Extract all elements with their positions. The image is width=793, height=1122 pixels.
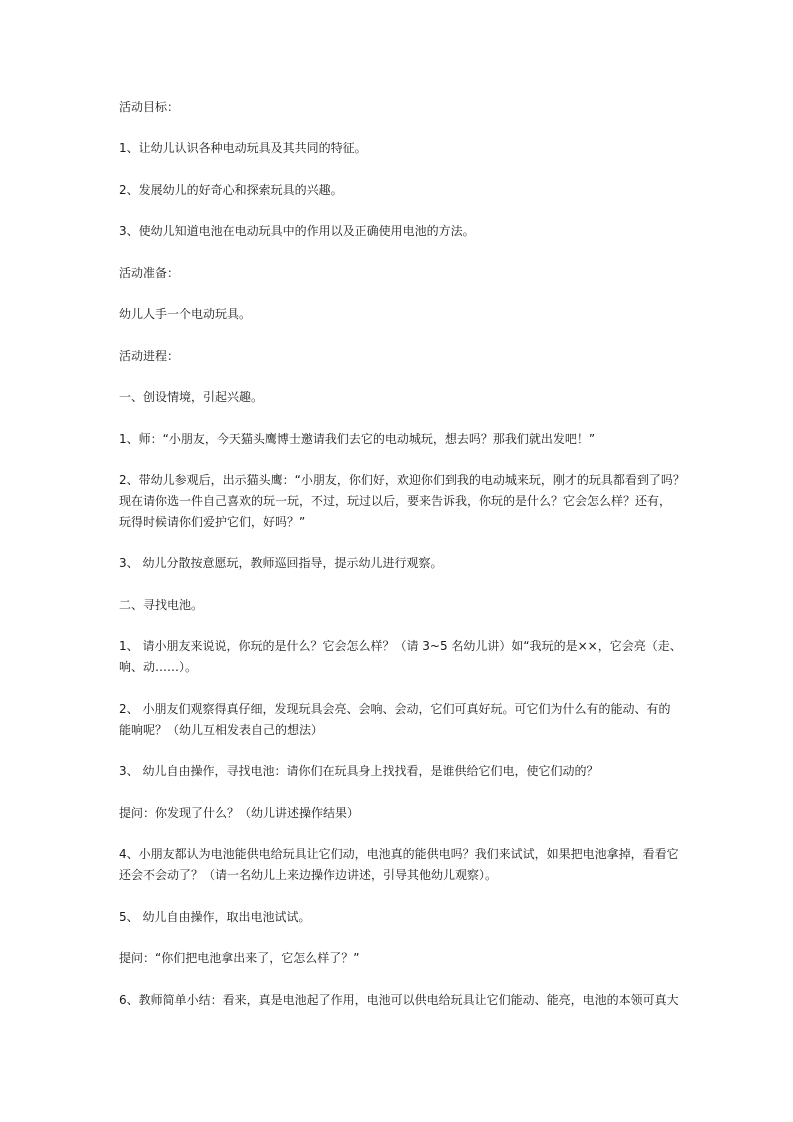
process-item xyxy=(119,636,682,678)
goal-item-3 xyxy=(119,221,679,242)
heading-activity-process xyxy=(119,346,679,367)
text-line: 活动目标： xyxy=(119,100,180,114)
text-line: 一、创设情境，引起兴趣。 xyxy=(119,390,264,404)
text-line: 2、 小朋友们观察得真仔细，发现玩具会亮、会响、会动，它们可真好玩。可它们为什么有的能动、有的 xyxy=(119,702,671,716)
goal-item-1 xyxy=(119,138,679,159)
text-line: 1、让幼儿认识各种电动玩具及其共同的特征。 xyxy=(119,141,367,155)
text-line: 玩得时候请你们爱护它们，好吗？” xyxy=(119,515,306,529)
text-line: 还会不会动了？（请一名幼儿上来边操作边讲述，引导其他幼儿观察）。 xyxy=(119,868,498,882)
text-line: 3、使幼儿知道电池在电动玩具中的作用以及正确使用电池的方法。 xyxy=(119,224,475,238)
section-heading-2 xyxy=(119,595,679,616)
process-item xyxy=(119,844,679,886)
text-line: 3、 幼儿分散按意愿玩，教师巡回指导，提示幼儿进行观察。 xyxy=(119,556,443,570)
text-line: 6、教师简单小结：看来，真是电池起了作用，电池可以供电给玩具让它们能动、能亮，电池的本领可真大 xyxy=(119,993,679,1007)
question-text xyxy=(119,948,679,969)
goal-item-2 xyxy=(119,180,679,201)
text-line: 二、寻找电池。 xyxy=(119,598,204,612)
question-text xyxy=(119,803,679,824)
text-line: 1、 请小朋友来说说，你玩的是什么？它会怎么样？（请 3~5 名幼儿讲）如“我玩的是××，它会亮（走、 xyxy=(119,639,682,653)
heading-activity-preparation xyxy=(119,263,679,284)
text-line: 4、小朋友都认为电池能供电给玩具让它们动，电池真的能供电吗？我们来试试，如果把电池拿掉，看看它 xyxy=(119,847,679,861)
section-heading-1 xyxy=(119,387,679,408)
text-line: 1、师：“小朋友，今天猫头鹰博士邀请我们去它的电动城玩，想去吗？那我们就出发吧！” xyxy=(119,432,596,446)
text-line: 响、动……）。 xyxy=(119,660,198,674)
text-line: 2、带幼儿参观后，出示猫头鹰：“小朋友，你们好，欢迎你们到我的电动城来玩，刚才的玩具都看到了吗？ xyxy=(119,473,685,487)
process-item xyxy=(119,470,685,533)
process-item xyxy=(119,553,679,574)
text-line: 提问：“你们把电池拿出来了，它怎么样了？” xyxy=(119,951,360,965)
text-line: 活动进程： xyxy=(119,349,180,363)
process-item xyxy=(119,907,679,928)
process-item xyxy=(119,761,679,782)
text-line: 活动准备： xyxy=(119,266,180,280)
text-line: 现在请你选一件自己喜欢的玩一玩，不过，玩过以后，要来告诉我，你玩的是什么？它会怎么样？还有， xyxy=(119,494,672,508)
text-line: 提问：你发现了什么？（幼儿讲述操作结果） xyxy=(119,806,360,820)
heading-activity-goals xyxy=(119,97,679,118)
process-item xyxy=(119,429,679,450)
text-line: 2、发展幼儿的好奇心和探索玩具的兴趣。 xyxy=(119,183,343,197)
text-line: 能响呢？（幼儿互相发表自己的想法） xyxy=(119,723,324,737)
process-item xyxy=(119,699,679,741)
text-line: 5、 幼儿自由操作，取出电池试试。 xyxy=(119,910,311,924)
preparation-text xyxy=(119,304,679,325)
process-item xyxy=(119,990,679,1011)
text-line: 3、 幼儿自由操作，寻找电池：请你们在玩具身上找找看，是谁供给它们电，使它们动的？ xyxy=(119,764,599,778)
text-line: 幼儿人手一个电动玩具。 xyxy=(119,307,252,321)
